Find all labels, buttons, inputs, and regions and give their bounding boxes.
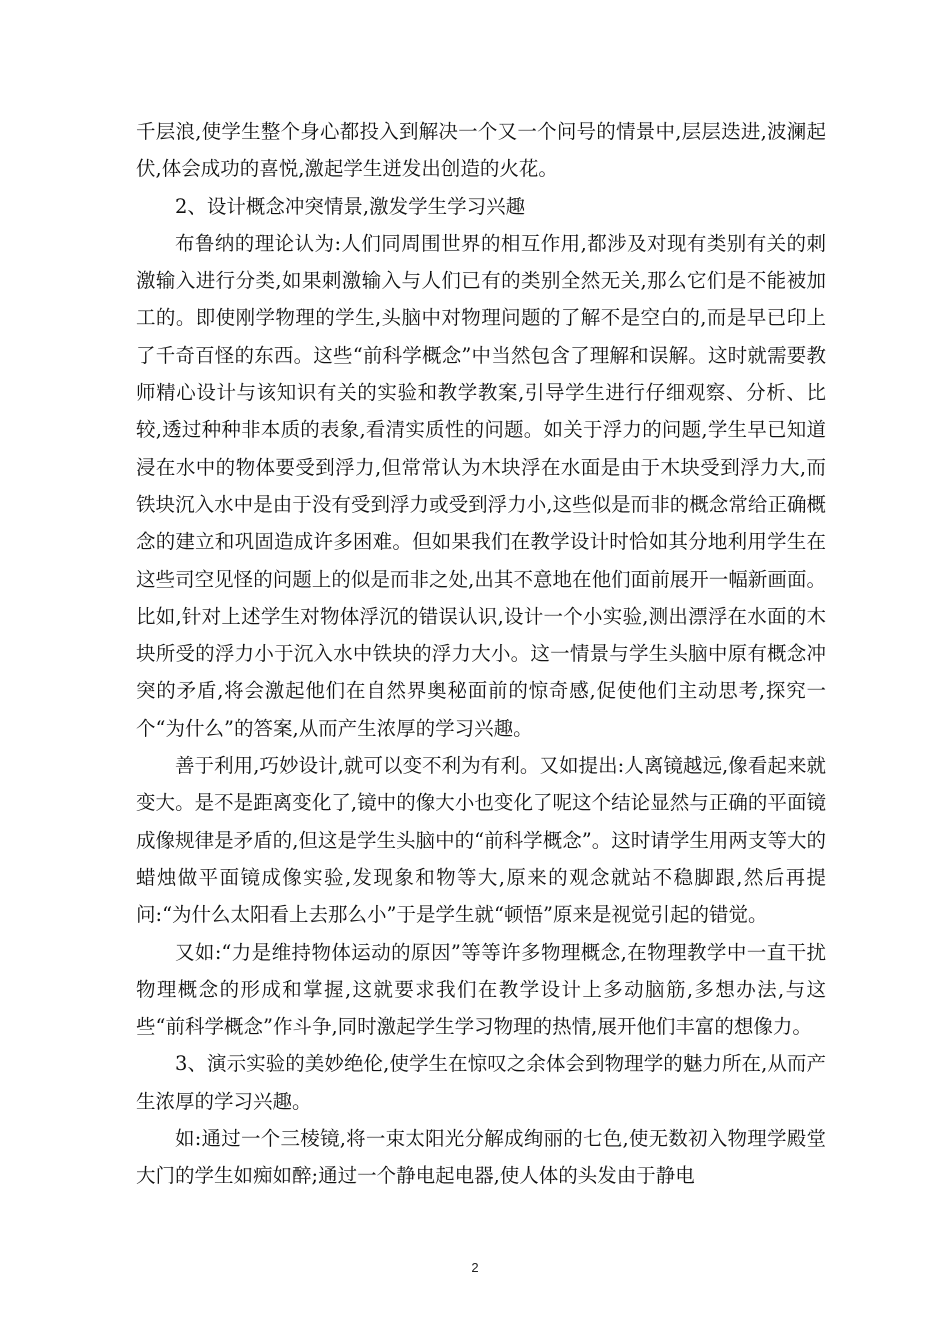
- body-text: [136, 113, 826, 1195]
- paragraph-continuation: 千层浪,使学生整个身心都投入到解决一个又一个问号的情景中,层层迭进,波澜起伏,体会成功的喜悦,激起学生迸发出创造的火花。: [136, 120, 826, 181]
- page-number: 2: [471, 1260, 479, 1275]
- paragraph-bruner-theory: 布鲁纳的理论认为:人们同周围世界的相互作用,都涉及对现有类别有关的刺激输入进行分类,如果刺激输入与人们已有的类别全然无关,那么它们是不能被加工的。即使刚学物理的学生,头脑中对物理问题的了解不是空白的,而是早已印上了千奇百怪的东西。这些“前科学概念”中当然包含了理解和误解。这时就需要教师精心设计与该知识有关的实验和教学教案,引导学生进行仔细观察、分析、比较,透过种种非本质的表象,看清实质性的问题。如关于浮力的问题,学生早已知道浸在水中的物体要受到浮力,但常常认为木块浮在水面是由于木块受到浮力大,而铁块沉入水中是由于没有受到浮力或受到浮力小,这些似是而非的概念常给正确概念的建立和巩固造成许多困难。但如果我们在教学设计时恰如其分地利用学生在这些司空见怪的问题上的似是而非之处,出其不意地在他们面前展开一幅新画面。比如,针对上述学生对物体浮沉的错误认识,设计一个小实验,测出漂浮在水面的木块所受的浮力小于沉入水中铁块的浮力大小。这一情景与学生头脑中原有概念冲突的矛盾,将会激起他们在自然界奥秘面前的惊奇感,促使他们主动思考,探究一个“为什么”的答案,从而产生浓厚的学习兴趣。: [136, 231, 826, 740]
- paragraph-prism-example: 如:通过一个三棱镜,将一束太阳光分解成绚丽的七色,使无数初入物理学殿堂大门的学生如痴如醉;通过一个静电起电器,使人体的头发由于静电: [136, 1127, 826, 1188]
- section-heading-2: 2、设计概念冲突情景,激发学生学习兴趣: [175, 194, 526, 218]
- section-heading-3: 3、演示实验的美妙绝伦,使学生在惊叹之余体会到物理学的魅力所在,从而产生浓厚的学习兴趣。: [136, 1052, 826, 1113]
- paragraph-force-example: 又如:“力是维持物体运动的原因”等等许多物理概念,在物理教学中一直干扰物理概念的形成和掌握,这就要求我们在教学设计上多动脑筋,多想办法,与这些“前科学概念”作斗争,同时激起学生学习物理的热情,展开他们丰富的想像力。: [136, 940, 826, 1039]
- paragraph-mirror-example: 善于利用,巧妙设计,就可以变不利为有利。又如提出:人离镜越远,像看起来就变大。是不是距离变化了,镜中的像大小也变化了呢这个结论显然与正确的平面镜成像规律是矛盾的,但这是学生头脑中的“前科学概念”。这时请学生用两支等大的蜡烛做平面镜成像实验,发现象和物等大,原来的观念就站不稳脚跟,然后再提问:“为什么太阳看上去那么小”于是学生就“顿悟”原来是视觉引起的错觉。: [136, 754, 826, 927]
